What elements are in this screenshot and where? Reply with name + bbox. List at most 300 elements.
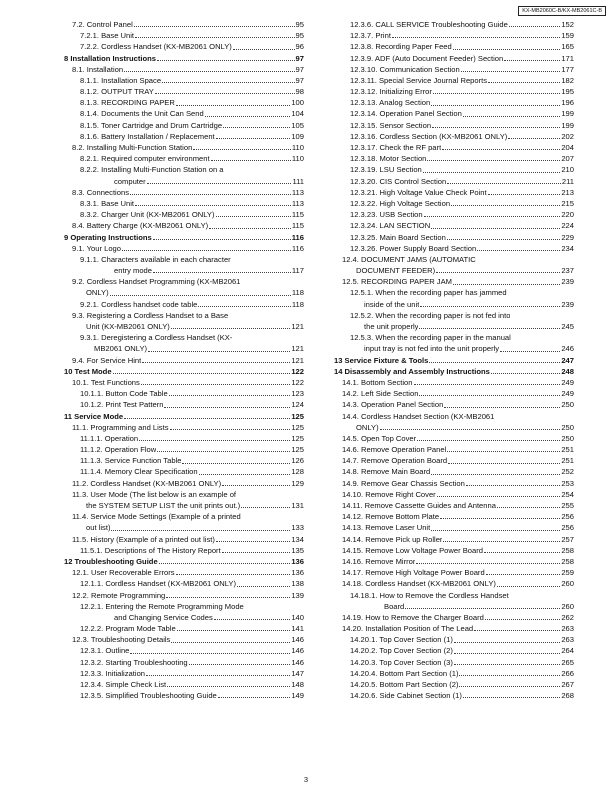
toc-entry-title: 14.12. Remove Bottom Plate [342, 512, 440, 522]
toc-entry-page: 268 [561, 691, 574, 701]
toc-entry[interactable] [64, 679, 304, 690]
toc-entry-title: DOCUMENT FEEDER) [356, 266, 436, 276]
toc-entry[interactable] [334, 590, 574, 601]
toc-entry-title: 12.1.1. Cordless Handset (KX-MB2061 ONLY) [80, 579, 237, 589]
toc-entry[interactable] [64, 131, 304, 142]
toc-entry-title: 12.1. User Recoverable Errors [72, 568, 175, 578]
toc-entry-page: 252 [561, 467, 574, 477]
toc-entry[interactable] [334, 511, 574, 522]
toc-entry[interactable] [64, 187, 304, 198]
toc-entry[interactable] [64, 243, 304, 254]
toc-entry-title: 12.5.2. When the recording paper is not fed into [350, 310, 511, 320]
toc-entry-title: 12.3.15. Sensor Section [350, 120, 432, 130]
toc-leader-dots [113, 373, 291, 374]
toc-entry-page: 136 [291, 556, 304, 566]
toc-entry[interactable] [64, 377, 304, 388]
toc-entry[interactable] [64, 467, 304, 478]
toc-leader-dots [135, 37, 295, 38]
toc-leader-dots [222, 485, 290, 486]
toc-leader-dots [146, 675, 290, 676]
toc-entry[interactable] [334, 567, 574, 578]
toc-entry-page: 254 [561, 489, 574, 499]
toc-entry-title: the SYSTEM SETUP LIST the unit prints out.) [86, 501, 241, 511]
toc-entry-page: 251 [561, 445, 574, 455]
toc-leader-dots [463, 116, 560, 117]
toc-entry-page: 113 [291, 198, 304, 208]
toc-entry[interactable] [334, 164, 574, 175]
toc-entry[interactable] [64, 657, 304, 668]
toc-entry-page: 133 [291, 523, 304, 533]
toc-entry-title: inside of the unit [364, 299, 420, 309]
toc-chapter-entry[interactable] [334, 355, 574, 366]
toc-entry-title: 12.3.5. Simplified Troubleshooting Guide [80, 691, 217, 701]
toc-entry-page: 239 [561, 299, 574, 309]
toc-entry-page: 165 [561, 42, 574, 52]
toc-entry[interactable] [334, 657, 574, 668]
toc-entry[interactable] [334, 209, 574, 220]
toc-entry[interactable] [334, 299, 574, 310]
toc-entry[interactable] [334, 53, 574, 64]
toc-entry-page: 116 [291, 243, 304, 253]
toc-entry-title: entry mode [114, 266, 152, 276]
toc-entry[interactable] [64, 388, 304, 399]
toc-leader-dots [453, 284, 560, 285]
toc-entry[interactable] [64, 355, 304, 366]
toc-entry-page: 125 [291, 433, 304, 443]
toc-entry-title: 14.14. Remove Pick up Roller [342, 534, 443, 544]
toc-entry[interactable] [334, 623, 574, 634]
toc-entry-title: 11.1.2. Operation Flow [80, 445, 157, 455]
toc-entry-title: 12.3.1. Outline [80, 646, 130, 656]
toc-entry-page: 124 [291, 400, 304, 410]
toc-entry[interactable] [64, 120, 304, 131]
toc-entry-title: 11.5.1. Descriptions of The History Report [80, 545, 221, 555]
toc-entry[interactable] [334, 19, 574, 30]
toc-entry-page: 262 [561, 612, 574, 622]
toc-entry[interactable] [64, 288, 304, 299]
toc-entry-page: 264 [561, 646, 574, 656]
toc-entry-page: 116 [291, 232, 304, 242]
toc-chapter-entry[interactable] [334, 366, 574, 377]
toc-entry-page: 98 [295, 87, 304, 97]
toc-leader-dots [454, 642, 560, 643]
toc-entry-title: 12.3.7. Print [350, 31, 391, 41]
toc-leader-dots [436, 272, 560, 273]
toc-entry-title: 12.3.8. Recording Paper Feed [350, 42, 452, 52]
toc-entry[interactable] [334, 86, 574, 97]
toc-leader-dots [153, 272, 291, 273]
toc-entry[interactable] [334, 601, 574, 612]
toc-leader-dots [431, 530, 560, 531]
toc-entry-title: 14.9. Remove Gear Chassis Section [342, 478, 465, 488]
toc-entry-title: 14.19. How to Remove the Charger Board [342, 612, 484, 622]
toc-leader-dots [453, 49, 561, 50]
toc-leader-dots [241, 507, 290, 508]
toc-entry-page: 159 [561, 31, 574, 41]
toc-entry[interactable] [334, 343, 574, 354]
toc-entry-page: 126 [291, 456, 304, 466]
toc-leader-dots [431, 474, 560, 475]
toc-entry[interactable] [334, 444, 574, 455]
toc-entry-title: 9.3. Registering a Cordless Handset to a Base [72, 310, 229, 320]
toc-entry-title: 8.1.3. RECORDING PAPER [80, 98, 175, 108]
toc-entry[interactable] [334, 433, 574, 444]
toc-entry-page: 100 [291, 98, 304, 108]
toc-entry[interactable] [64, 198, 304, 209]
toc-entry-page: 220 [561, 210, 574, 220]
toc-entry-title: 12.5.3. When the recording paper in the manual [350, 333, 511, 343]
toc-entry-page: 111 [292, 176, 304, 186]
toc-entry-title: 12 Troubleshooting Guide [64, 556, 158, 566]
toc-entry[interactable] [64, 209, 304, 220]
toc-entry[interactable] [64, 455, 304, 466]
toc-entry-page: 97 [295, 64, 304, 74]
toc-entry-page: 149 [291, 691, 304, 701]
toc-entry[interactable] [64, 500, 304, 511]
toc-chapter-entry[interactable] [64, 232, 304, 243]
toc-entry[interactable] [334, 97, 574, 108]
toc-entry-title: 12.3.4. Simple Check List [80, 680, 167, 690]
toc-leader-dots [124, 71, 294, 72]
toc-entry[interactable] [64, 97, 304, 108]
toc-entry[interactable] [64, 30, 304, 41]
toc-entry[interactable] [64, 64, 304, 75]
toc-entry[interactable] [64, 343, 304, 354]
toc-entry-title: 12.3.21. High Voltage Value Check Point [350, 187, 487, 197]
toc-entry[interactable] [334, 41, 574, 52]
toc-entry[interactable] [64, 668, 304, 679]
toc-entry[interactable] [334, 377, 574, 388]
toc-leader-dots [485, 619, 561, 620]
toc-leader-dots [139, 440, 290, 441]
toc-entry[interactable] [334, 455, 574, 466]
toc-entry[interactable] [64, 220, 304, 231]
toc-entry-title: 12.3.2. Starting Troubleshooting [80, 657, 188, 667]
toc-leader-dots [157, 451, 290, 452]
toc-entry-title: 13 Service Fixture & Tools [334, 355, 429, 365]
toc-entry[interactable] [64, 399, 304, 410]
toc-entry[interactable] [334, 422, 574, 433]
toc-entry[interactable] [334, 646, 574, 657]
toc-entry-page: 110 [291, 143, 304, 153]
toc-entry-page: 249 [561, 389, 574, 399]
toc-entry-page: 123 [291, 389, 304, 399]
toc-left-column [64, 19, 304, 701]
toc-entry[interactable] [64, 310, 304, 321]
toc-entry[interactable] [334, 109, 574, 120]
toc-leader-dots [486, 574, 561, 575]
toc-entry[interactable] [334, 399, 574, 410]
toc-entry-title: ONLY) [86, 288, 109, 298]
toc-entry[interactable] [64, 142, 304, 153]
toc-entry-page: 104 [291, 109, 304, 119]
toc-entry[interactable] [64, 646, 304, 657]
toc-entry[interactable] [334, 556, 574, 567]
toc-entry[interactable] [334, 690, 574, 701]
toc-entry[interactable] [334, 131, 574, 142]
toc-entry-page: 138 [291, 579, 304, 589]
toc-entry[interactable] [64, 299, 304, 310]
toc-entry-title: 14.20.4. Bottom Part Section (1) [350, 668, 459, 678]
toc-entry[interactable] [334, 75, 574, 86]
toc-leader-dots [448, 463, 560, 464]
toc-entry-title: 14.1. Bottom Section [342, 377, 413, 387]
toc-entry-page: 229 [561, 232, 574, 242]
toc-entry-title: 12.3. Troubleshooting Details [72, 635, 171, 645]
toc-leader-dots [392, 37, 560, 38]
toc-leader-dots [459, 675, 560, 676]
toc-entry-page: 125 [291, 422, 304, 432]
toc-entry-page: 237 [561, 266, 574, 276]
toc-leader-dots [130, 194, 291, 195]
toc-entry[interactable] [334, 232, 574, 243]
toc-entry[interactable] [64, 153, 304, 164]
toc-entry[interactable] [64, 433, 304, 444]
toc-entry-title: 9.2.1. Cordless handset code table [80, 299, 198, 309]
toc-entry[interactable] [334, 321, 574, 332]
toc-entry-page: 128 [291, 467, 304, 477]
toc-entry-title: 14.20.1. Top Cover Section (1) [350, 635, 453, 645]
toc-entry-title: 14.20.2. Top Cover Section (2) [350, 646, 453, 656]
toc-entry[interactable] [64, 578, 304, 589]
toc-leader-dots [176, 574, 291, 575]
toc-entry-title: 12.3.13. Analog Section [350, 98, 431, 108]
toc-chapter-entry[interactable] [64, 556, 304, 567]
toc-entry[interactable] [64, 623, 304, 634]
toc-entry-title: 10.1.1. Button Code Table [80, 389, 168, 399]
toc-entry-title: 8.1.1. Installation Space [80, 75, 162, 85]
toc-leader-dots [171, 328, 290, 329]
toc-entry[interactable] [334, 198, 574, 209]
toc-entry[interactable] [334, 265, 574, 276]
toc-entry-title: 14.4. Cordless Handset Section (KX-MB2061 [342, 411, 495, 421]
toc-entry-title: 12.3.19. LSU Section [350, 165, 422, 175]
toc-entry[interactable] [64, 109, 304, 120]
toc-chapter-entry[interactable] [64, 411, 304, 422]
toc-leader-dots [447, 239, 561, 240]
toc-entry-title: 8.4. Battery Charge (KX-MB2061 ONLY) [72, 221, 209, 231]
toc-entry-page: 182 [561, 75, 574, 85]
toc-entry-page: 248 [561, 366, 574, 376]
toc-entry-title: 14.18.1. How to Remove the Cordless Handset [350, 590, 509, 600]
toc-entry[interactable] [64, 276, 304, 287]
toc-entry-page: 247 [561, 355, 574, 365]
toc-chapter-entry[interactable] [64, 366, 304, 377]
toc-entry-page: 125 [291, 411, 304, 421]
toc-entry[interactable] [334, 243, 574, 254]
toc-entry[interactable] [334, 634, 574, 645]
toc-entry[interactable] [334, 254, 574, 265]
toc-entry[interactable] [64, 634, 304, 645]
toc-leader-dots [211, 160, 291, 161]
toc-entry[interactable] [334, 288, 574, 299]
toc-entry-page: 207 [561, 154, 574, 164]
toc-entry-page: 95 [295, 19, 304, 29]
toc-entry[interactable] [64, 567, 304, 578]
toc-entry[interactable] [334, 612, 574, 623]
toc-leader-dots [419, 395, 560, 396]
toc-entry-page: 199 [561, 120, 574, 130]
toc-entry-page: 105 [291, 120, 304, 130]
toc-entry-title: 14.7. Remove Operation Board [342, 456, 448, 466]
toc-entry[interactable] [334, 276, 574, 287]
toc-leader-dots [451, 205, 560, 206]
toc-entry[interactable] [64, 86, 304, 97]
toc-entry[interactable] [64, 422, 304, 433]
toc-leader-dots [159, 563, 291, 564]
page-number: 3 [303, 775, 309, 784]
toc-entry[interactable] [64, 489, 304, 500]
toc-entry[interactable] [334, 522, 574, 533]
toc-entry-page: 251 [561, 456, 574, 466]
toc-leader-dots [484, 552, 560, 553]
toc-entry[interactable] [64, 478, 304, 489]
toc-leader-dots [474, 630, 560, 631]
toc-entry-title: 9.1.1. Characters available in each character [80, 254, 231, 264]
toc-entry-title: 14.20.3. Top Cover Section (3) [350, 657, 453, 667]
toc-entry-page: 258 [561, 556, 574, 566]
toc-leader-dots [433, 93, 560, 94]
toc-leader-dots [209, 228, 291, 229]
toc-entry[interactable] [64, 444, 304, 455]
toc-entry-page: 249 [561, 377, 574, 387]
toc-leader-dots [182, 463, 290, 464]
toc-entry[interactable] [334, 467, 574, 478]
toc-entry[interactable] [334, 388, 574, 399]
toc-leader-dots [424, 216, 561, 217]
toc-entry-page: 152 [561, 19, 574, 29]
toc-entry-title: MB2061 ONLY) [94, 344, 148, 354]
toc-entry-title: and Changing Service Codes [114, 612, 213, 622]
toc-entry-page: 199 [561, 109, 574, 119]
toc-leader-dots [497, 586, 560, 587]
toc-entry-title: 12.3.14. Operation Panel Section [350, 109, 462, 119]
toc-entry[interactable] [64, 164, 304, 175]
toc-entry-page: 250 [561, 400, 574, 410]
toc-entry[interactable] [334, 500, 574, 511]
toc-entry[interactable] [64, 522, 304, 533]
toc-leader-dots [155, 93, 295, 94]
toc-entry-title: 11.1.3. Service Function Table [80, 456, 182, 466]
toc-leader-dots [414, 384, 561, 385]
toc-entry[interactable] [334, 489, 574, 500]
toc-entry[interactable] [334, 176, 574, 187]
toc-entry-title: 8.1. Installation [72, 64, 124, 74]
toc-entry-title: 12.3.26. Power Supply Board Section [350, 243, 477, 253]
toc-leader-dots [417, 440, 560, 441]
toc-entry[interactable] [64, 41, 304, 52]
toc-chapter-entry[interactable] [64, 53, 304, 64]
toc-entry[interactable] [334, 668, 574, 679]
toc-entry[interactable] [64, 176, 304, 187]
toc-entry-title: 7.2.1. Base Unit [80, 31, 135, 41]
toc-entry[interactable] [64, 321, 304, 332]
toc-leader-dots [214, 619, 291, 620]
toc-entry-page: 245 [561, 322, 574, 332]
toc-entry[interactable] [64, 601, 304, 612]
toc-entry-title: 8.1.5. Toner Cartridge and Drum Cartridge [80, 120, 223, 130]
toc-entry-title: 12.3.16. Cordless Section (KX-MB2061 ONLY) [350, 131, 508, 141]
toc-entry-title: 11.2. Cordless Handset (KX-MB2061 ONLY) [72, 478, 222, 488]
toc-entry-page: 110 [291, 154, 304, 164]
toc-leader-dots [171, 642, 290, 643]
toc-entry[interactable] [334, 411, 574, 422]
toc-entry[interactable] [334, 478, 574, 489]
toc-entry[interactable] [64, 590, 304, 601]
toc-entry-title: 12.5.1. When the recording paper has jammed [350, 288, 507, 298]
toc-entry-page: 131 [291, 501, 304, 511]
toc-entry[interactable] [334, 332, 574, 343]
toc-entry[interactable] [64, 534, 304, 545]
toc-leader-dots [477, 250, 560, 251]
toc-entry-page: 134 [291, 534, 304, 544]
toc-entry[interactable] [64, 254, 304, 265]
toc-entry-title: 12.3.18. Motor Section [350, 154, 427, 164]
toc-entry[interactable] [334, 153, 574, 164]
toc-entry[interactable] [64, 19, 304, 30]
toc-entry[interactable] [64, 265, 304, 276]
toc-leader-dots [170, 429, 291, 430]
toc-entry-title: 14.13. Remove Laser Unit [342, 523, 431, 533]
toc-entry-page: 146 [291, 657, 304, 667]
toc-entry-title: 14.8. Remove Main Board [342, 467, 431, 477]
toc-entry-page: 146 [291, 646, 304, 656]
toc-leader-dots [216, 216, 291, 217]
toc-entry[interactable] [334, 64, 574, 75]
toc-entry-page: 117 [291, 266, 304, 276]
toc-entry[interactable] [334, 220, 574, 231]
toc-entry[interactable] [64, 511, 304, 522]
toc-entry-title: 11.1.1. Operation [80, 433, 139, 443]
toc-entry[interactable] [334, 187, 574, 198]
toc-entry-title: 12.5. RECORDING PAPER JAM [342, 277, 452, 287]
toc-leader-dots [169, 395, 291, 396]
toc-entry-title: 9 Operating Instructions [64, 232, 152, 242]
toc-entry-page: 97 [295, 75, 304, 85]
toc-entry-page: 115 [291, 210, 304, 220]
toc-entry[interactable] [334, 545, 574, 556]
toc-entry[interactable] [64, 545, 304, 556]
toc-entry-page: 195 [561, 87, 574, 97]
toc-leader-dots [130, 653, 290, 654]
toc-entry[interactable] [64, 75, 304, 86]
toc-entry[interactable] [64, 690, 304, 701]
toc-entry[interactable] [334, 534, 574, 545]
toc-entry-title: 14.3. Operation Panel Section [342, 400, 444, 410]
toc-entry[interactable] [334, 30, 574, 41]
toc-entry[interactable] [334, 142, 574, 153]
toc-entry-page: 177 [561, 64, 574, 74]
toc-leader-dots [454, 653, 560, 654]
toc-leader-dots [488, 194, 561, 195]
toc-leader-dots [429, 362, 560, 363]
toc-leader-dots [223, 127, 290, 128]
toc-entry[interactable] [334, 679, 574, 690]
toc-entry-page: 141 [291, 624, 304, 634]
toc-leader-dots [463, 697, 560, 698]
toc-entry[interactable] [64, 612, 304, 623]
toc-entry[interactable] [334, 120, 574, 131]
toc-leader-dots [164, 407, 290, 408]
toc-entry[interactable] [334, 310, 574, 321]
toc-entry-page: 204 [561, 143, 574, 153]
toc-leader-dots [148, 351, 290, 352]
toc-entry-title: 8.3. Connections [72, 187, 129, 197]
toc-entry[interactable] [334, 578, 574, 589]
toc-entry-page: 253 [561, 478, 574, 488]
toc-entry[interactable] [64, 332, 304, 343]
toc-leader-dots [420, 306, 560, 307]
